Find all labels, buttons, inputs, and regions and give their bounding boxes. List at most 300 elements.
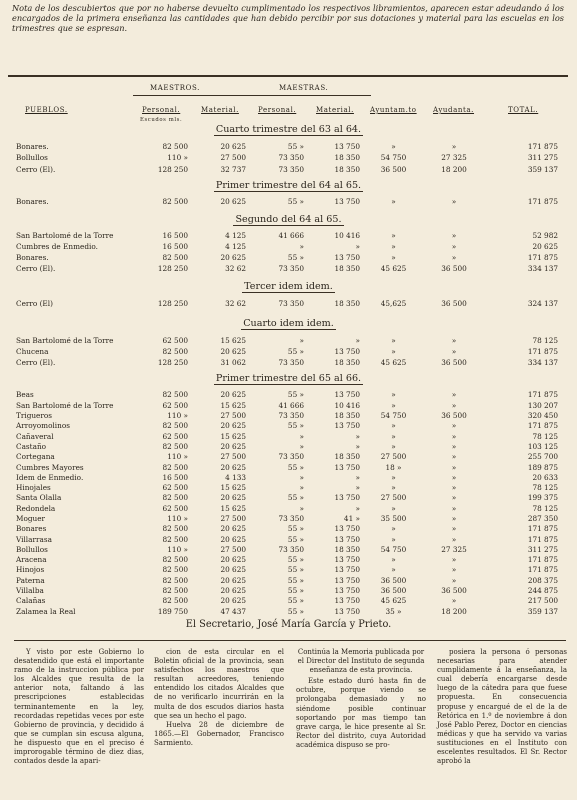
cell-personal-maestras: 55 » (287, 524, 304, 534)
ledger-table (8, 196, 568, 207)
cell-material-maestras: 18 350 (334, 264, 360, 274)
cell-personal-maestras: 55 » (287, 253, 304, 263)
cell-pueblo: Bonares. (16, 141, 49, 151)
cell-personal-maestros: 82 500 (162, 253, 188, 263)
cell-pueblo: Arroyomolinos (16, 421, 70, 431)
text-column (296, 648, 426, 750)
cell-pueblo: Calañas (16, 596, 46, 606)
cell-ayuntamiento: » (391, 390, 396, 400)
table-row (8, 230, 568, 241)
cell-material-maestros: 20 625 (220, 462, 246, 472)
cell-personal-maestras: 55 » (287, 421, 304, 431)
cell-material-maestros: 20 625 (220, 565, 246, 575)
table-row (8, 565, 568, 575)
section-title-text: Cuarto trimestre del 63 al 64. (215, 124, 362, 135)
ledger-table (8, 141, 568, 175)
header-material-maestras: Material. (316, 106, 354, 114)
cell-material-maestras: 13 750 (334, 575, 360, 585)
cell-personal-maestros: 128 250 (157, 164, 188, 174)
cell-personal-maestros: 62 500 (162, 400, 188, 410)
cell-material-maestros: 4 125 (225, 230, 246, 240)
cell-pueblo: Trigueros (16, 411, 53, 421)
cell-material-maestros: 20 625 (220, 493, 246, 503)
cell-ayudanta: » (451, 335, 457, 345)
cell-ayuntamiento: » (391, 555, 396, 565)
table-row (8, 346, 568, 357)
cell-ayudanta: » (451, 141, 457, 151)
cell-total: 199 375 (527, 493, 558, 503)
cell-material-maestras: 18 350 (334, 358, 360, 368)
header-pueblos: PUEBLOS. (25, 106, 68, 114)
cell-material-maestros: 31 062 (220, 358, 246, 368)
table-row (8, 586, 568, 596)
cell-ayudanta: » (451, 230, 457, 240)
cell-pueblo: San Bartolomé de la Torre (16, 230, 114, 240)
table-row (8, 493, 568, 503)
cell-material-maestros: 20 625 (220, 347, 246, 357)
cell-personal-maestros: 82 500 (162, 347, 188, 357)
bottom-rule (14, 640, 566, 641)
cell-material-maestras: 13 750 (334, 462, 360, 472)
cell-material-maestros: 20 625 (220, 196, 246, 206)
cell-material-maestros: 20 625 (220, 524, 246, 534)
cell-personal-maestras: » (299, 472, 304, 482)
cell-personal-maestros: 82 500 (162, 534, 188, 544)
column-paragraph: Este estado duró hasta fin de octubre, porque viendo se prolongaba demasiado y no siéndome posible continuar soportando por mas tiempo tan grave carga, le hice presente al Sr. Rector del distrito, cuya Autoridad académica dispuso se pro- (296, 677, 426, 749)
cell-ayuntamiento: » (391, 565, 396, 575)
table-row (8, 441, 568, 451)
cell-ayudanta: » (451, 524, 457, 534)
cell-personal-maestras: 55 » (287, 141, 304, 151)
section-title (0, 124, 577, 135)
cell-material-maestros: 20 625 (220, 421, 246, 431)
cell-total: 311 275 (527, 153, 558, 163)
cell-ayuntamiento: » (391, 503, 396, 513)
header-maestros: MAESTROS. (150, 84, 200, 92)
cell-pueblo: Redondela (16, 503, 56, 513)
cell-total: 359 137 (527, 606, 558, 616)
cell-material-maestros: 15 625 (220, 400, 246, 410)
cell-ayuntamiento: » (391, 242, 396, 252)
cell-ayuntamiento: 36 500 (380, 164, 407, 174)
cell-personal-maestros: 189 750 (157, 606, 188, 616)
cell-material-maestras: 13 750 (334, 253, 360, 263)
cell-personal-maestras: 73 350 (278, 452, 304, 462)
cell-pueblo: Santa Olalla (16, 493, 62, 503)
table-row (8, 390, 568, 400)
cell-ayuntamiento: » (391, 472, 396, 482)
cell-personal-maestros: 82 500 (162, 524, 188, 534)
table-row (8, 298, 568, 309)
cell-material-maestros: 20 625 (220, 253, 246, 263)
section-title (0, 318, 577, 329)
section-title (0, 373, 577, 384)
cell-total: 103 125 (527, 441, 558, 451)
cell-total: 359 137 (527, 164, 558, 174)
column-paragraph: Y visto por este Gobierno lo desatendido que está el importante ramo de la instruccion pública por los Alcaldes que resulta de la anterior nota, faltando á las prescripciones establecidas terminantemente en la ley, recordadas repetidas veces por este Gobierno de provincia, y decidido á que se cumplan sin escusa alguna, he dispuesto que en el preciso é improrogable término de diez dias, contados desde la apari- (14, 648, 144, 766)
cell-personal-maestras: 55 » (287, 575, 304, 585)
cell-ayudanta: » (451, 462, 457, 472)
cell-personal-maestras: 73 350 (278, 358, 304, 368)
cell-ayudanta: » (451, 596, 457, 606)
cell-pueblo: Cumbres Mayores (16, 462, 84, 472)
table-row (8, 196, 568, 207)
cell-total: 171 875 (527, 253, 558, 263)
ledger-table (8, 230, 568, 275)
cell-total: 130 207 (527, 400, 558, 410)
cell-personal-maestras: 73 350 (278, 298, 304, 308)
cell-pueblo: Villarrasa (16, 534, 52, 544)
cell-total: 255 700 (527, 452, 558, 462)
cell-pueblo: San Bartolomé de la Torre (16, 335, 114, 345)
cell-personal-maestras: 55 » (287, 196, 304, 206)
header-personal-maestras: Personal. (258, 106, 297, 114)
cell-ayudanta: 36 500 (441, 298, 467, 308)
table-row (8, 575, 568, 585)
cell-ayudanta: » (451, 493, 457, 503)
cell-pueblo: Villalba (16, 586, 44, 596)
cell-material-maestros: 32 62 (225, 298, 246, 308)
cell-total: 320 450 (527, 411, 558, 421)
cell-personal-maestros: 82 500 (162, 596, 188, 606)
cell-ayuntamiento: 27 500 (380, 452, 407, 462)
table-row (8, 452, 568, 462)
cell-material-maestras: 13 750 (334, 141, 360, 151)
cell-ayuntamiento: 45 625 (380, 264, 407, 274)
cell-personal-maestras: 73 350 (278, 164, 304, 174)
cell-total: 217 500 (527, 596, 558, 606)
table-row (8, 534, 568, 544)
cell-personal-maestras: » (299, 441, 304, 451)
cell-personal-maestras: 73 350 (278, 153, 304, 163)
cell-material-maestras: » (355, 483, 360, 493)
table-row (8, 264, 568, 275)
table-row (8, 400, 568, 410)
cell-personal-maestras: 55 » (287, 534, 304, 544)
header-maestras: MAESTRAS. (279, 84, 329, 92)
cell-pueblo: Chucena (16, 347, 49, 357)
cell-personal-maestros: 110 » (167, 411, 188, 421)
cell-material-maestros: 20 625 (220, 575, 246, 585)
cell-total: 52 982 (532, 230, 558, 240)
table-row (8, 514, 568, 524)
cell-total: 20 633 (532, 472, 558, 482)
cell-material-maestras: » (355, 503, 360, 513)
cell-personal-maestros: 82 500 (162, 196, 188, 206)
cell-material-maestros: 27 500 (220, 411, 246, 421)
cell-ayudanta: » (451, 472, 457, 482)
cell-personal-maestros: 62 500 (162, 431, 188, 441)
cell-personal-maestras: 73 350 (278, 264, 304, 274)
table-row (8, 503, 568, 513)
cell-ayudanta: 36 500 (441, 411, 467, 421)
cell-ayuntamiento: » (391, 347, 396, 357)
ledger-table (8, 298, 568, 309)
cell-pueblo: Aracena (16, 555, 47, 565)
section-title-text: Primer trimestre del 64 al 65. (215, 180, 362, 191)
cell-material-maestras: 13 750 (334, 565, 360, 575)
cell-ayuntamiento: 18 » (385, 462, 402, 472)
cell-ayuntamiento: » (391, 524, 396, 534)
cell-total: 171 875 (527, 390, 558, 400)
cell-total: 171 875 (527, 555, 558, 565)
cell-personal-maestros: 110 » (167, 544, 188, 554)
cell-ayudanta: 27 325 (441, 544, 467, 554)
table-row (8, 164, 568, 175)
ledger-table (8, 335, 568, 369)
cell-personal-maestros: 110 » (167, 153, 188, 163)
cell-total: 20 625 (532, 242, 558, 252)
cell-ayudanta: 27 325 (441, 153, 467, 163)
cell-material-maestros: 15 625 (220, 335, 246, 345)
cell-material-maestras: 13 750 (334, 596, 360, 606)
cell-material-maestros: 4 133 (225, 472, 246, 482)
header-total: TOTAL. (508, 106, 539, 114)
cell-total: 171 875 (527, 347, 558, 357)
cell-pueblo: Bonares. (16, 196, 49, 206)
cell-pueblo: Castaño (16, 441, 47, 451)
cell-material-maestras: » (355, 335, 360, 345)
cell-material-maestros: 15 625 (220, 483, 246, 493)
cell-material-maestras: 18 350 (334, 411, 360, 421)
table-row (8, 141, 568, 152)
cell-material-maestros: 32 737 (220, 164, 246, 174)
table-row (8, 544, 568, 554)
cell-total: 208 375 (527, 575, 558, 585)
cell-personal-maestras: 55 » (287, 390, 304, 400)
cell-material-maestros: 20 625 (220, 141, 246, 151)
cell-total: 171 875 (527, 524, 558, 534)
cell-ayudanta: » (451, 431, 457, 441)
cell-material-maestros: 4 125 (225, 242, 246, 252)
table-row (8, 241, 568, 252)
cell-pueblo: Cerro (El) (16, 298, 53, 308)
cell-pueblo: Beas (16, 390, 34, 400)
cell-ayudanta: » (451, 421, 457, 431)
cell-personal-maestros: 128 250 (157, 298, 188, 308)
column-paragraph: posiera la persona ó personas necesarias para atender cumplidamente á la enseñanza, la cual debería encargarse desde luego de la cátedra para que fuese propuesta. En consecuencia propuse y encargué de el de la de Retórica en 1.º de noviembre á don José Pablo Perez, Doctor en ciencias médicas y que ha servido va varias sustituciones en el Instituto con escelentes resultados. El Sr. Rector aprobó la (437, 648, 567, 766)
cell-total: 324 137 (527, 298, 558, 308)
cell-material-maestras: 13 750 (334, 493, 360, 503)
cell-ayuntamiento: » (391, 141, 396, 151)
cell-total: 171 875 (527, 421, 558, 431)
cell-ayudanta: 18 200 (441, 606, 467, 616)
cell-personal-maestras: » (299, 242, 304, 252)
table-row (8, 555, 568, 565)
cell-total: 78 125 (532, 335, 558, 345)
cell-material-maestros: 20 625 (220, 441, 246, 451)
cell-personal-maestras: 73 350 (278, 411, 304, 421)
cell-personal-maestras: » (299, 431, 304, 441)
table-row (8, 421, 568, 431)
header-escudos: Escudos mls. (140, 117, 183, 123)
cell-total: 311 275 (527, 544, 558, 554)
cell-material-maestras: 13 750 (334, 555, 360, 565)
cell-ayuntamiento: 45 625 (380, 596, 407, 606)
cell-pueblo: Cerro (El). (16, 164, 56, 174)
table-row (8, 411, 568, 421)
cell-personal-maestros: 128 250 (157, 358, 188, 368)
text-column (154, 648, 284, 748)
section-title-text: Tercer idem idem. (244, 281, 333, 292)
cell-pueblo: Idem de Enmedio. (16, 472, 84, 482)
header-material-maestros: Material. (201, 106, 239, 114)
cell-ayuntamiento: 54 750 (380, 411, 407, 421)
cell-total: 171 875 (527, 141, 558, 151)
cell-total: 189 875 (527, 462, 558, 472)
cell-pueblo: Zalamea la Real (16, 606, 76, 616)
cell-total: 78 125 (532, 483, 558, 493)
section-title-text: Segundo del 64 al 65. (235, 214, 342, 225)
cell-material-maestros: 20 625 (220, 596, 246, 606)
cell-material-maestras: 10 416 (334, 230, 360, 240)
table-row (8, 335, 568, 346)
cell-personal-maestros: 82 500 (162, 462, 188, 472)
cell-personal-maestras: 41 666 (278, 230, 304, 240)
table-row (8, 462, 568, 472)
cell-material-maestros: 15 625 (220, 503, 246, 513)
cell-ayuntamiento: » (391, 253, 396, 263)
cell-ayudanta: » (451, 400, 457, 410)
cell-personal-maestros: 82 500 (162, 390, 188, 400)
cell-personal-maestras: 55 » (287, 555, 304, 565)
cell-ayudanta: » (451, 514, 457, 523)
cell-material-maestras: 41 » (343, 514, 360, 523)
cell-material-maestras: » (355, 431, 360, 441)
cell-ayudanta: » (451, 452, 457, 462)
cell-total: 78 125 (532, 503, 558, 513)
cell-pueblo: Hinojales (16, 483, 51, 493)
cell-material-maestras: 13 750 (334, 534, 360, 544)
cell-personal-maestras: 55 » (287, 565, 304, 575)
cell-ayudanta: » (451, 555, 457, 565)
cell-ayuntamiento: » (391, 335, 396, 345)
column-paragraph: Huelva 28 de diciembre de 1865.—El Gobernador, Francisco Sarmiento. (154, 720, 284, 747)
cell-material-maestras: 13 750 (334, 586, 360, 596)
cell-material-maestros: 20 625 (220, 555, 246, 565)
cell-material-maestras: 13 750 (334, 390, 360, 400)
top-rule (8, 75, 568, 77)
text-column (437, 648, 567, 766)
cell-personal-maestros: 82 500 (162, 421, 188, 431)
cell-ayuntamiento: 27 500 (380, 493, 407, 503)
cell-personal-maestras: 55 » (287, 493, 304, 503)
cell-personal-maestros: 62 500 (162, 335, 188, 345)
cell-material-maestros: 32 62 (225, 264, 246, 274)
cell-material-maestros: 20 625 (220, 390, 246, 400)
table-row (8, 524, 568, 534)
text-column (14, 648, 144, 766)
cell-material-maestras: 13 750 (334, 421, 360, 431)
cell-personal-maestros: 82 500 (162, 141, 188, 151)
section-title (0, 214, 577, 225)
cell-material-maestras: 13 750 (334, 196, 360, 206)
cell-ayuntamiento: » (391, 196, 396, 206)
cell-personal-maestras: » (299, 335, 304, 345)
cell-ayuntamiento: » (391, 534, 396, 544)
cell-material-maestras: 18 350 (334, 298, 360, 308)
section-title (0, 281, 577, 292)
cell-personal-maestros: 110 » (167, 452, 188, 462)
cell-ayuntamiento: » (391, 441, 396, 451)
cell-pueblo: Cañaveral (16, 431, 54, 441)
cell-material-maestros: 15 625 (220, 431, 246, 441)
cell-personal-maestros: 82 500 (162, 441, 188, 451)
ledger-table (8, 390, 568, 617)
cell-personal-maestros: 16 500 (162, 472, 188, 482)
cell-ayuntamiento: » (391, 230, 396, 240)
text-columns (14, 648, 566, 793)
cell-ayuntamiento: » (391, 400, 396, 410)
cell-total: 287 350 (527, 514, 558, 523)
secretario-signature: El Secretario, José María García y Prieto. (185, 619, 392, 630)
cell-material-maestras: 10 416 (334, 400, 360, 410)
cell-material-maestras: 18 350 (334, 153, 360, 163)
cell-material-maestros: 27 500 (220, 153, 246, 163)
cell-personal-maestras: 55 » (287, 596, 304, 606)
cell-personal-maestros: 62 500 (162, 483, 188, 493)
cell-material-maestras: » (355, 441, 360, 451)
cell-personal-maestros: 82 500 (162, 575, 188, 585)
cell-personal-maestros: 82 500 (162, 586, 188, 596)
cell-total: 334 137 (527, 358, 558, 368)
cell-personal-maestros: 128 250 (157, 264, 188, 274)
cell-personal-maestras: 73 350 (278, 544, 304, 554)
cell-pueblo: Paterna (16, 575, 45, 585)
header-personal-maestros: Personal. (142, 106, 181, 114)
section-title (0, 180, 577, 191)
nota-paragraph: Nota de los descubiertos que por no haberse devuelto cumplimentado los respectivos libramientos, aparecen estar adeudando á los encargados de la primera enseñanza las cantidades que han debido percibir por sus dotaciones y material para las escuelas en los trimestres que se espresan. (12, 3, 564, 33)
cell-ayuntamiento: » (391, 483, 396, 493)
table-row (8, 483, 568, 493)
cell-material-maestras: » (355, 472, 360, 482)
cell-personal-maestras: 55 » (287, 462, 304, 472)
table-row (8, 357, 568, 368)
cell-total: 171 875 (527, 534, 558, 544)
cell-pueblo: Bonares. (16, 253, 49, 263)
cell-ayuntamiento: 35 » (385, 606, 402, 616)
cell-personal-maestros: 16 500 (162, 242, 188, 252)
cell-personal-maestros: 16 500 (162, 230, 188, 240)
cell-ayuntamiento: » (391, 421, 396, 431)
cell-material-maestros: 27 500 (220, 452, 246, 462)
table-row (8, 606, 568, 616)
cell-material-maestras: 13 750 (334, 347, 360, 357)
cell-material-maestras: » (355, 242, 360, 252)
cell-pueblo: Cerro (El). (16, 358, 56, 368)
cell-pueblo: Cerro (El). (16, 264, 56, 274)
cell-ayudanta: » (451, 565, 457, 575)
header-ayudanta: Ayudanta. (433, 106, 475, 114)
group-rule (133, 95, 371, 96)
cell-ayudanta: » (451, 242, 457, 252)
cell-ayuntamiento: 54 750 (380, 544, 407, 554)
cell-ayudanta: » (451, 534, 457, 544)
cell-personal-maestros: 110 » (167, 514, 188, 523)
cell-ayuntamiento: 45,625 (380, 298, 407, 308)
cell-ayudanta: » (451, 441, 457, 451)
cell-material-maestros: 27 500 (220, 514, 246, 523)
table-row (8, 472, 568, 482)
cell-pueblo: Bollullos (16, 544, 48, 554)
header-ayuntamiento: Ayuntam.to (370, 106, 417, 114)
cell-material-maestras: 18 350 (334, 452, 360, 462)
cell-material-maestras: 18 350 (334, 164, 360, 174)
cell-material-maestras: 13 750 (334, 606, 360, 616)
cell-material-maestros: 20 625 (220, 586, 246, 596)
table-row (8, 431, 568, 441)
cell-personal-maestros: 82 500 (162, 493, 188, 503)
